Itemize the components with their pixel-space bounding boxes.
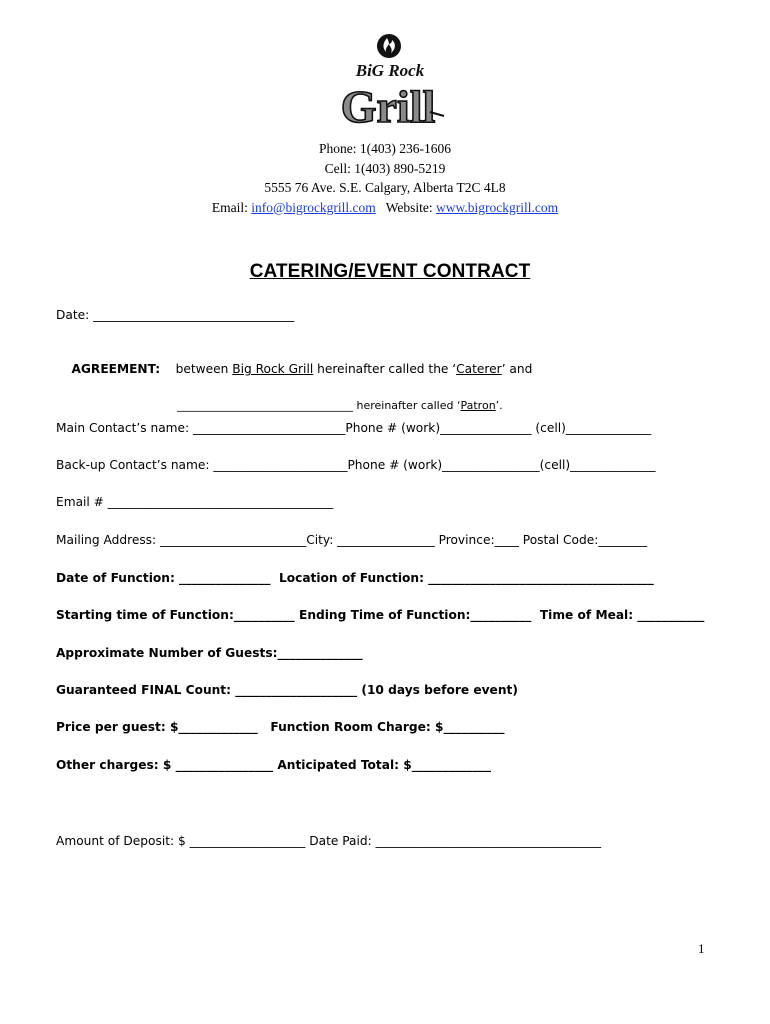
website-link[interactable]: www.bigrockgrill.com [435,199,559,215]
contact-block [0,139,770,217]
mailing-address-field[interactable]: Mailing Address: ________________________City: ________________ Province:____ Postal Code:________ [56,533,648,547]
main-contact-field[interactable]: Main Contact’s name: _________________________Phone # (work)_______________ (cell)______________ [56,421,652,435]
backup-contact-field[interactable]: Back-up Contact’s name: ______________________Phone # (work)________________(cell)______________ [56,458,656,472]
caterer-name: Big Rock Grill [232,362,314,376]
email-website-line [0,198,770,218]
price-room-charge-field[interactable]: Price per guest: $_____________ Function Room Charge: $__________ [56,720,505,734]
website-label: Website: [385,199,433,215]
page-number: 1 [698,941,705,956]
big-rock-grill-logo [330,32,450,132]
email-field[interactable]: Email # _____________________________________ [56,495,334,509]
other-charges-total-field[interactable]: Other charges: $ ________________ Anticipated Total: $_____________ [56,758,491,772]
contract-title: CATERING/EVENT CONTRACT [249,261,531,282]
agreement-between: between [175,362,233,376]
date-field[interactable]: Date: _________________________________ [56,308,295,322]
caterer-word: Caterer [456,362,502,376]
agreement-label: AGREEMENT: [71,362,161,376]
patron-blank: ________________________________ hereinafter called ‘ [177,399,461,412]
flame-circle-icon [330,32,450,132]
guaranteed-count-field[interactable]: Guaranteed FINAL Count: ____________________ (10 days before event) [56,683,518,697]
phone-line: Phone: 1(403) 236-1606 [319,141,451,156]
email-link[interactable]: info@bigrockgrill.com [251,199,376,215]
deposit-field[interactable]: Amount of Deposit: $ ___________________ Date Paid: _____________________________________ [56,834,602,848]
date-location-field[interactable]: Date of Function: _______________ Location of Function: _____________________________________ [56,571,654,585]
patron-word: Patron [460,399,496,412]
agreement-mid: hereinafter called the ‘ [313,362,457,376]
email-label: Email: [211,199,248,215]
address-line: 5555 76 Ave. S.E. Calgary, Alberta T2C 4L8 [264,180,506,195]
logo-text-main: Grill [340,81,436,132]
guest-count-field[interactable]: Approximate Number of Guests:______________ [56,646,363,660]
logo-text-top: BiG Rock [355,61,425,80]
cell-line: Cell: 1(403) 890-5219 [324,160,446,176]
function-times-field[interactable]: Starting time of Function:__________ Ending Time of Function:__________ Time of Meal: ___________ [56,608,705,622]
patron-end: ’. [495,399,503,412]
agreement-end: ’ and [501,362,533,376]
